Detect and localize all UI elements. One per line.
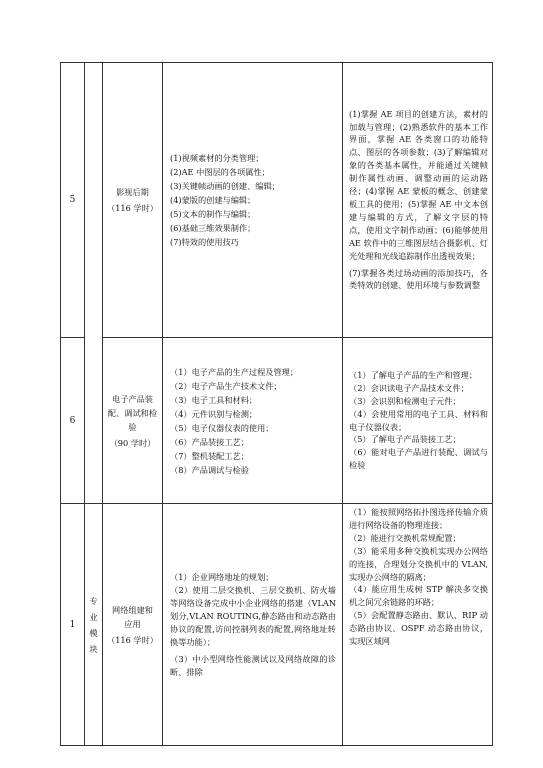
goal-item: （5）了解电子产品装接工艺； bbox=[349, 434, 461, 445]
course-goals-cell bbox=[343, 338, 493, 504]
course-name: 电子产品装 bbox=[112, 393, 153, 404]
course-name-cell bbox=[103, 63, 163, 338]
curriculum-table bbox=[60, 62, 493, 746]
content-item: （7）整机装配工艺； bbox=[170, 450, 249, 461]
content-item: （2）电子产品生产技术文件； bbox=[170, 380, 282, 391]
content-item: （4）元件识别与检测； bbox=[170, 408, 258, 419]
course-name: 应用 bbox=[124, 618, 141, 629]
goal-text: (7)掌握各类过场动画的添加技巧，各类特效的创建、使用环境与参数调整 bbox=[349, 267, 488, 291]
module-cell-empty bbox=[85, 63, 103, 504]
content-item: (2)AE 中图层的各项属性； bbox=[170, 167, 270, 177]
content-item: （3）中小型网络性能测试以及网络故障的诊断、排除 bbox=[170, 653, 336, 677]
content-item: (3)关键帧动画的创建、编辑； bbox=[170, 181, 280, 191]
table-row bbox=[61, 338, 493, 504]
content-item: (5)文本的制作与编辑； bbox=[170, 209, 256, 219]
course-goals-cell bbox=[343, 63, 493, 338]
content-item: (7)特效的使用技巧 bbox=[170, 237, 239, 247]
content-item: （6）产品装接工艺； bbox=[170, 436, 249, 447]
course-hours: （116 学时） bbox=[107, 634, 158, 645]
course-name-cell bbox=[103, 338, 163, 504]
course-content-cell bbox=[163, 504, 343, 746]
content-item: （1）企业网络地址的规划； bbox=[170, 571, 274, 582]
goal-item: （1）了解电子产品的生产和管理； bbox=[349, 369, 478, 380]
course-name: 网络组建和 bbox=[112, 604, 153, 615]
content-item: （8）产品调试与检验 bbox=[170, 464, 249, 475]
goal-item: （3）会识别和检测电子元件； bbox=[349, 395, 461, 406]
course-content-cell bbox=[163, 338, 343, 504]
row-number: 6 bbox=[61, 338, 85, 504]
content-item: (6)基础三维效果制作； bbox=[170, 223, 256, 233]
goal-item: （2）会识读电子产品技术文件； bbox=[349, 382, 469, 393]
goal-item: （6）能对电子产品进行装配、调试与检验 bbox=[349, 447, 488, 471]
row-number: 1 bbox=[61, 504, 85, 746]
course-goals-cell bbox=[343, 504, 493, 746]
content-item: （1）电子产品的生产过程及管理； bbox=[170, 366, 299, 377]
goal-text: (1)掌握 AE 项目的创建方法，素材的加载与管理；(2)熟悉软件的基本工作界面，掌握 AE 各类窗口的功能特点、图层的各项参数；(3)了解编辑对象的各类基本属性，并能通过关键帧制作属性动画、调整动画的运动路径；(4)掌握 AE 蒙板的概念、创建蒙板工具的使用；(5)掌握 AE 中文本创建与编辑的方式，了解文字层的特点，使用文字制作动画；(6)能够使用 AE 软件中的三维图层结合摄影机、灯光处理和光线追踪制作出透视效果； bbox=[349, 108, 488, 261]
course-name: 验 bbox=[128, 421, 137, 432]
course-content-cell bbox=[163, 63, 343, 338]
module-label: 专业模块 bbox=[89, 595, 98, 654]
course-name-cell bbox=[103, 504, 163, 746]
goal-item: （1）能按照网络拓扑图选择传输介质进行网络设备的物理连接； bbox=[349, 507, 488, 530]
goal-item: （2）能进行交换机常规配置； bbox=[349, 532, 461, 543]
goal-item: （4）会使用常用的电子工具、材料和电子仪器仪表； bbox=[349, 408, 488, 432]
course-name: 影视后期 bbox=[116, 187, 149, 197]
course-hours: （90 学时） bbox=[109, 437, 156, 448]
content-item: （3）电子工具和材料； bbox=[170, 394, 258, 405]
content-item: （5）电子仪器仪表的使用； bbox=[170, 422, 274, 433]
course-name: 配、调试和检 bbox=[107, 407, 158, 418]
table-row bbox=[61, 63, 493, 338]
module-cell bbox=[85, 504, 103, 746]
goal-item: （3）能采用多种交换机实现办公网络的连接，合理划分交换机中的 VLAN,实现办公网络的隔离； bbox=[349, 545, 488, 582]
goal-item: （4）能应用生成树 STP 解决多交换机之间冗余链路的环路； bbox=[349, 584, 488, 608]
course-hours: （116 学时） bbox=[107, 203, 158, 213]
goal-item: （5）会配置静态路由、默认、RIP 动态路由协议、OSPF 动态路由协议，实现区域网 bbox=[349, 610, 488, 647]
table-row bbox=[61, 504, 493, 746]
content-item: （2）使用二层交换机、三层交换机、防火墙等网络设备完成中小企业网络的搭建（VLAN 划分,VLAN ROUTING,静态路由和动态路由协议的配置,访问控制列表的配置,网络地址转换等功能）； bbox=[170, 584, 336, 647]
content-item: (4)蒙版的创建与编辑； bbox=[170, 195, 256, 205]
row-number: 5 bbox=[61, 63, 85, 338]
content-item: (1)视频素材的分类管理； bbox=[170, 153, 264, 163]
